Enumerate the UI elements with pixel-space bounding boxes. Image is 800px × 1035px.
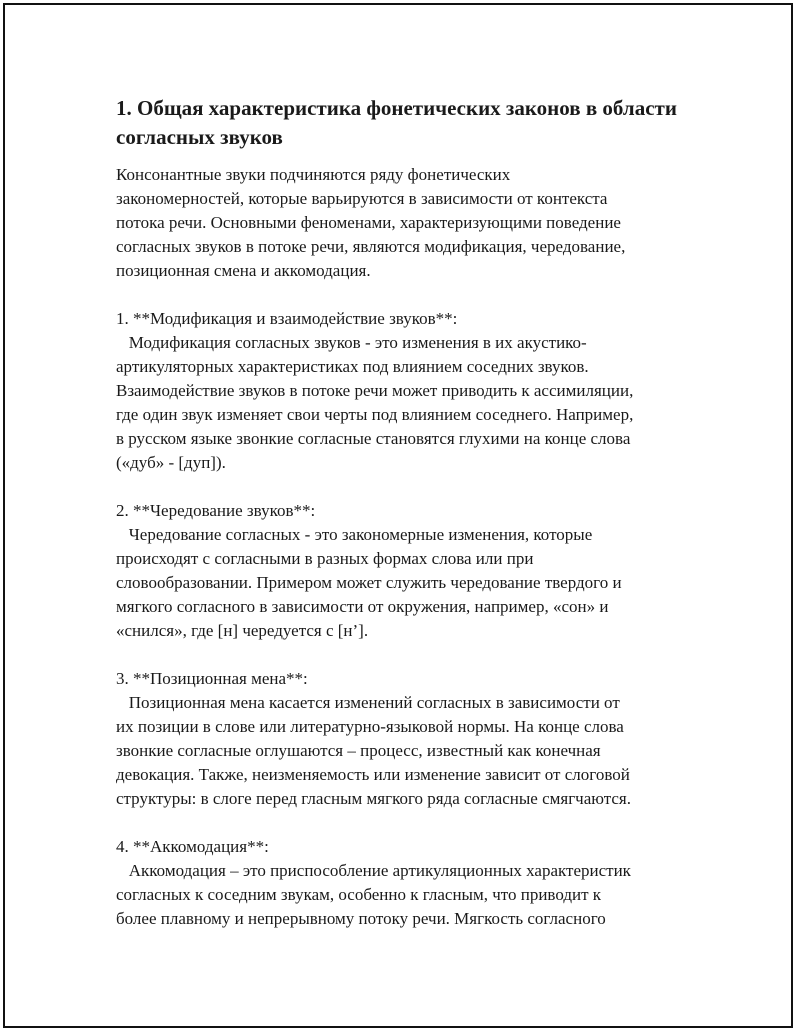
paragraph-line: Взаимодействие звуков в потоке речи может приводить к ассимиляции,	[116, 381, 634, 400]
spacer	[116, 811, 696, 835]
section-modification	[116, 307, 696, 475]
paragraph-line: где один звук изменяет свои черты под влиянием соседнего. Например,	[116, 405, 634, 424]
paragraph-line: Консонантные звуки подчиняются ряду фонетических	[116, 165, 511, 184]
section-alternation	[116, 499, 696, 643]
paragraph-line: («дуб» - [дуп]).	[116, 453, 226, 472]
paragraph-line: закономерностей, которые варьируются в зависимости от контекста	[116, 189, 608, 208]
paragraph-line: словообразовании. Примером может служить чередование твердого и	[116, 573, 622, 592]
spacer	[116, 643, 696, 667]
section-positional-change	[116, 667, 696, 811]
title-line: 1. Общая характеристика фонетических законов в области	[116, 96, 677, 120]
section-heading: 4. **Аккомодация**:	[116, 837, 269, 856]
paragraph-line: согласных звуков в потоке речи, являются модификация, чередование,	[116, 237, 626, 256]
paragraph-line: звонкие согласные оглушаются – процесс, известный как конечная	[116, 741, 601, 760]
paragraph-line: Модификация согласных звуков - это изменения в их акустико-	[116, 333, 587, 352]
document-body	[116, 94, 696, 931]
section-heading: 3. **Позиционная мена**:	[116, 669, 308, 688]
paragraph-line: артикуляторных характеристиках под влиянием соседних звуков.	[116, 357, 589, 376]
intro-paragraph	[116, 163, 696, 283]
paragraph-line: Чередование согласных - это закономерные изменения, которые	[116, 525, 593, 544]
paragraph-line: Аккомодация – это приспособление артикуляционных характеристик	[116, 861, 631, 880]
paragraph-line: структуры: в слоге перед гласным мягкого ряда согласные смягчаются.	[116, 789, 631, 808]
paragraph-line: их позиции в слове или литературно-языковой нормы. На конце слова	[116, 717, 624, 736]
paragraph-line: «снился», где [н] чередуется с [н’].	[116, 621, 369, 640]
paragraph-line: согласных к соседним звукам, особенно к гласным, что приводит к	[116, 885, 602, 904]
paragraph-line: позиционная смена и аккомодация.	[116, 261, 371, 280]
section-heading: 2. **Чередование звуков**:	[116, 501, 316, 520]
paragraph-line: мягкого согласного в зависимости от окружения, например, «сон» и	[116, 597, 609, 616]
paragraph-line: потока речи. Основными феноменами, характеризующими поведение	[116, 213, 621, 232]
document-title	[116, 94, 696, 152]
spacer	[116, 283, 696, 307]
section-accommodation	[116, 835, 696, 931]
paragraph-line: более плавному и непрерывному потоку речи. Мягкость согласного	[116, 909, 606, 928]
spacer	[116, 475, 696, 499]
paragraph-line: в русском языке звонкие согласные становятся глухими на конце слова	[116, 429, 631, 448]
paragraph-line: происходят с согласными в разных формах слова или при	[116, 549, 534, 568]
title-line: согласных звуков	[116, 125, 283, 149]
paragraph-line: девокация. Также, неизменяемость или изменение зависит от слоговой	[116, 765, 630, 784]
section-heading: 1. **Модификация и взаимодействие звуков**:	[116, 309, 458, 328]
paragraph-line: Позиционная мена касается изменений согласных в зависимости от	[116, 693, 620, 712]
